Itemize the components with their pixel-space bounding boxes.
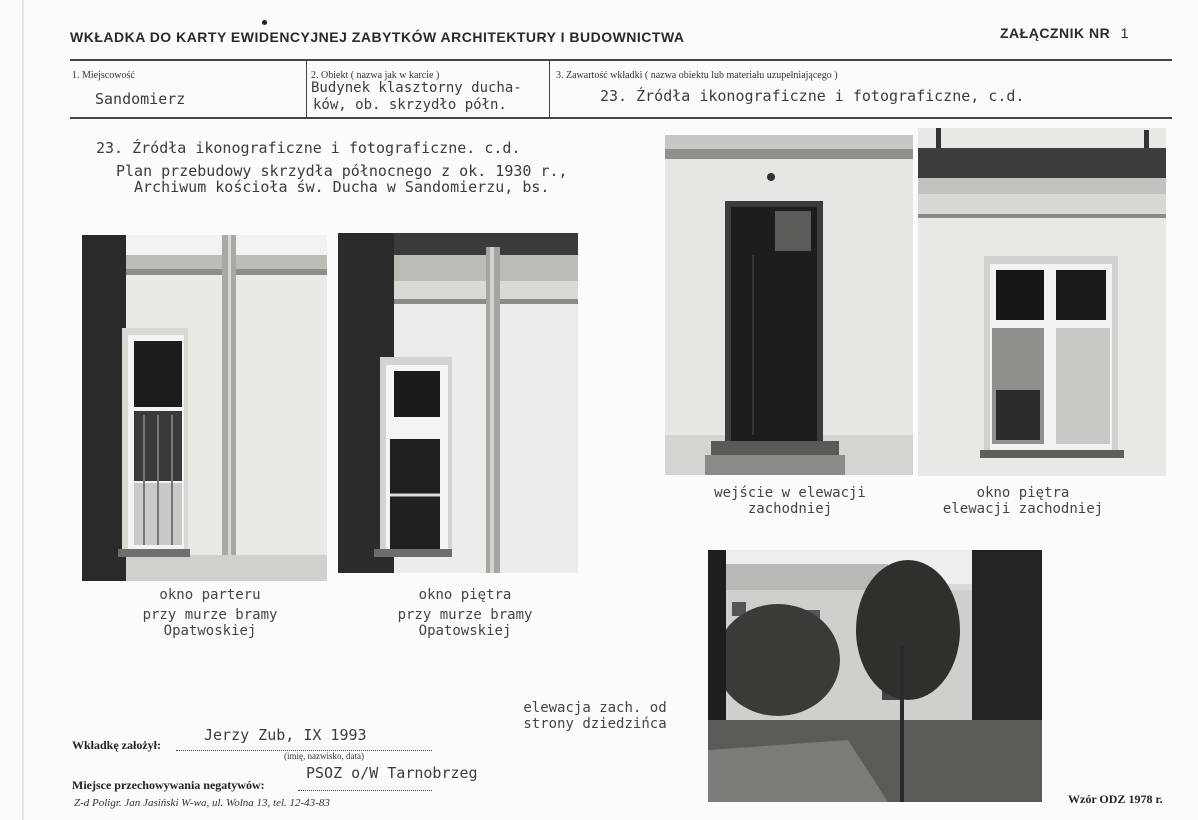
table-bottom-rule <box>70 117 1172 119</box>
made-by-hint: (imię, nazwisko, data) <box>284 751 364 761</box>
storage-value: PSOZ o/W Tarnobrzeg <box>306 764 478 782</box>
contents-label: 3. Zawartość wkładki ( nazwa obiektu lub materiału uzupełniającego ) <box>556 70 838 81</box>
annex-label <box>1000 25 1129 41</box>
contents-value: 23. Źródła ikonograficzne i fotograficzne, c.d. <box>600 87 1025 105</box>
made-by-value: Jerzy Zub, IX 1993 <box>204 726 367 744</box>
caption-line: okno piętra <box>976 485 1070 501</box>
table-top-rule <box>70 59 1172 61</box>
photo-west-upper-window <box>918 128 1166 476</box>
object-value-line2: ków, ob. skrzydło półn. <box>313 97 507 113</box>
storage-line <box>298 790 432 791</box>
storage-label: Miejsce przechowywania negatywów: <box>72 778 265 792</box>
table-divider-1 <box>306 61 307 117</box>
caption-line: strony dziedzińca <box>523 716 667 732</box>
caption-west-upper-window <box>918 485 1128 517</box>
caption-line: przy murze bramy <box>142 607 278 623</box>
paper-edge <box>22 0 24 820</box>
caption-line: okno piętra <box>418 587 512 603</box>
caption-line: przy murze bramy <box>397 607 533 623</box>
annex-number: 1 <box>1120 25 1129 41</box>
caption-line: zachodniej <box>747 501 833 517</box>
plan-line-1: Plan przebudowy skrzydła północnego z ok. 1930 r., <box>116 162 568 180</box>
caption-west-entrance <box>680 485 900 517</box>
caption-courtyard <box>500 700 690 732</box>
object-label: 2. Obiekt ( nazwa jak w karcie ) <box>311 70 440 81</box>
locality-label: 1. Miejscowość <box>72 70 135 81</box>
object-value-line1: Budynek klasztorny ducha- <box>311 80 522 96</box>
caption-line: elewacji zachodniej <box>942 501 1104 517</box>
section-title: 23. Źródła ikonograficzne i fotograficzne. c.d. <box>96 139 521 157</box>
caption-ground-floor-window <box>110 587 310 639</box>
form-title: WKŁADKA DO KARTY EWIDENCYJNEJ ZABYTKÓW ARCHITEKTURY I BUDOWNICTWA <box>70 29 685 45</box>
plan-line-2: Archiwum kościoła św. Ducha w Sandomierzu, bs. <box>134 178 550 196</box>
ink-dot <box>262 20 267 25</box>
photo-upper-floor-window <box>338 233 578 573</box>
caption-line: Opatwoskiej <box>163 623 257 639</box>
caption-line: wejście w elewacji <box>714 485 866 501</box>
caption-upper-floor-window <box>365 587 565 639</box>
made-by-label: Wkładkę założył: <box>72 738 161 752</box>
printer-info: Z-d Poligr. Jan Jasiński W-wa, ul. Wolna 13, tel. 12-43-83 <box>74 797 330 809</box>
caption-line: Opatowskiej <box>418 623 512 639</box>
form-pattern: Wzór ODZ 1978 r. <box>1068 792 1163 806</box>
locality-value: Sandomierz <box>95 90 186 108</box>
photo-west-entrance <box>665 135 913 475</box>
caption-line: elewacja zach. od <box>523 700 667 716</box>
photo-ground-floor-window <box>82 235 327 581</box>
annex-text: ZAŁĄCZNIK NR <box>1000 25 1111 41</box>
table-divider-2 <box>549 61 550 117</box>
photo-courtyard <box>708 550 1042 802</box>
caption-line: okno parteru <box>159 587 261 603</box>
